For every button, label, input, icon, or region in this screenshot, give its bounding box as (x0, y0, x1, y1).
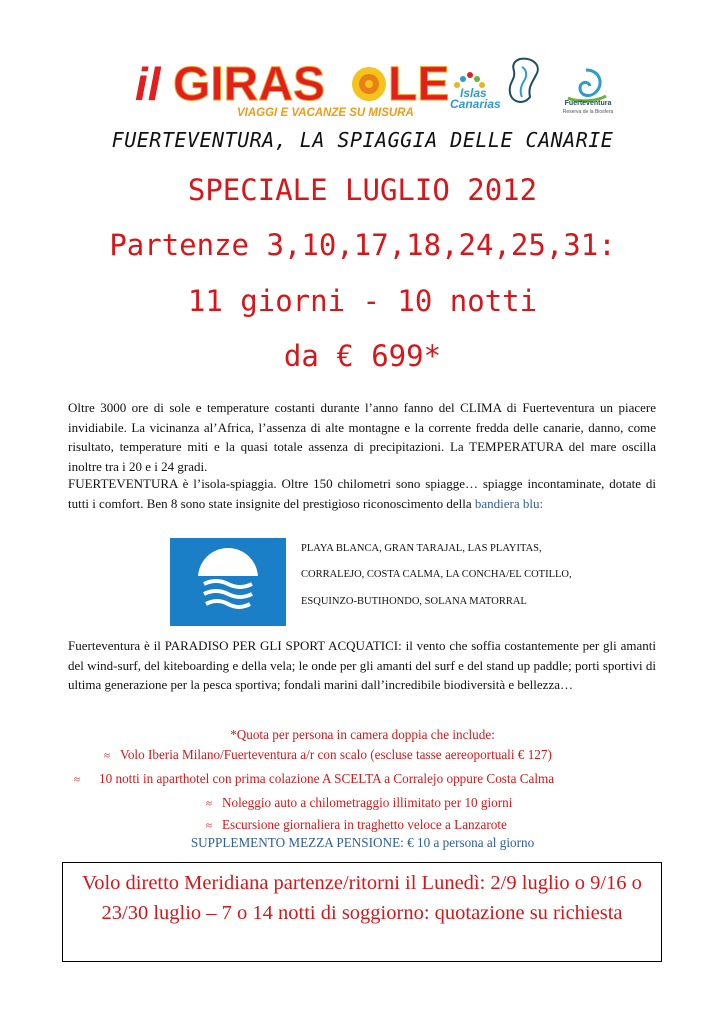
quote-item (104, 745, 552, 766)
fuerteventura-caption (556, 100, 620, 116)
spiral-icon (580, 70, 600, 95)
trip-duration: 11 giorni - 10 notti (187, 284, 538, 318)
beaches-paragraph-text: FUERTEVENTURA è l’isola-spiaggia. Oltre 150 chilometri sono spiagge… spiagge incontaminate, dotate di tutti i comfort. Ben 8 sono state insignite del prestigioso riconoscimento della (68, 476, 656, 511)
supplement-line (0, 835, 725, 851)
beach-list-item: CORRALEJO, COSTA CALMA, LA CONCHA/EL COTILLO, (301, 569, 572, 580)
beach-list-item: ESQUINZO-BUTIHONDO, SOLANA MATORRAL (301, 596, 527, 607)
bullet-icon: ≈ (206, 820, 213, 832)
direct-flight-text: Volo diretto Meridiana partenze/ritorni il Lunedì: 2/9 luglio o 9/16 o 23/30 luglio – 7 o 14 notti di soggiorno: quotazione su richiesta (82, 872, 642, 924)
offer-price: da € 699* (283, 339, 442, 373)
supplement-label: SUPPLEMENTO MEZZA PENSIONE: (190, 835, 404, 850)
islas-text: Islas (460, 86, 487, 100)
bullet-icon: ≈ (206, 798, 213, 810)
quote-title: *Quota per persona in camera doppia che include: (230, 727, 495, 742)
bullet-icon: ≈ (74, 774, 81, 786)
quote-item-text: 10 notti in aparthotel con prima colazione A SCELTA a Corralejo oppure Costa Calma (99, 771, 555, 786)
blue-flag-icon (170, 538, 286, 626)
climate-paragraph: Oltre 3000 ore di sole e temperature costanti durante l’anno fanno del CLIMA di Fuerteventura un piacere invidiabile. La vicinanza al’Africa, l’assenza di alte montagne e la corrente fredda delle canarie, danno, come risultato, temperature miti e la quasi totale assenza di precipitazioni. La TEMPERATURA del mare oscilla inoltre tra i 20 e i 24 gradi. (68, 400, 656, 474)
beach-list-item: PLAYA BLANCA, GRAN TARAJAL, LAS PLAYITAS, (301, 543, 542, 554)
departure-dates: Partenze 3,10,17,18,24,25,31: (109, 228, 616, 262)
logo-le-text: LE (388, 58, 450, 111)
islas-canarias-logo (448, 55, 570, 110)
direct-flight-box (62, 862, 662, 962)
dot-icon (474, 76, 480, 82)
blue-flag-link: bandiera blu: (474, 495, 544, 511)
quote-item (206, 815, 507, 836)
sun-flower-icon (352, 67, 386, 101)
dot-icon (460, 76, 466, 82)
offer-title: SPECIALE LUGLIO 2012 (187, 173, 538, 207)
quote-item (74, 769, 554, 790)
fuerteventura-subtitle: Reserva de la Biosfera (562, 109, 614, 115)
quote-item (206, 793, 512, 814)
island-shape-icon (510, 59, 538, 102)
fuerteventura-name: Fuerteventura (564, 100, 612, 107)
quote-item-text: Volo Iberia Milano/Fuerteventura a/r con scalo (escluse tasse aereoportuali € 127) (120, 747, 552, 762)
canarias-text: Canarias (450, 97, 501, 111)
page-subtitle: FUERTEVENTURA, LA SPIAGGIA DELLE CANARIE (111, 128, 614, 152)
logo-giras-text: GIRAS (173, 58, 326, 111)
beaches-paragraph (68, 474, 656, 513)
quote-item-text: Noleggio auto a chilometraggio illimitato per 10 giorni (222, 795, 513, 810)
dot-icon (467, 72, 473, 78)
water-sports-paragraph: Fuerteventura è il PARADISO PER GLI SPORT ACQUATICI: il vento che soffia costantemente per gli amanti del wind-surf, del kiteboarding e della vela; le onde per gli amanti del surf e del stand up paddle; porti sportivi di ultima generazione per la pesca sportiva; fondali marini dall’incredibile biodiversità e bellezza… (68, 638, 656, 692)
logo-tagline: VIAGGI E VACANZE SU MISURA (237, 107, 414, 119)
quote-item-text: Escursione giornaliera in traghetto veloce a Lanzarote (222, 817, 507, 832)
supplement-value: € 10 a persona al giorno (407, 835, 535, 850)
logo-il-text: il (135, 58, 161, 110)
bullet-icon: ≈ (104, 750, 111, 762)
il-girasole-logo (133, 48, 450, 120)
